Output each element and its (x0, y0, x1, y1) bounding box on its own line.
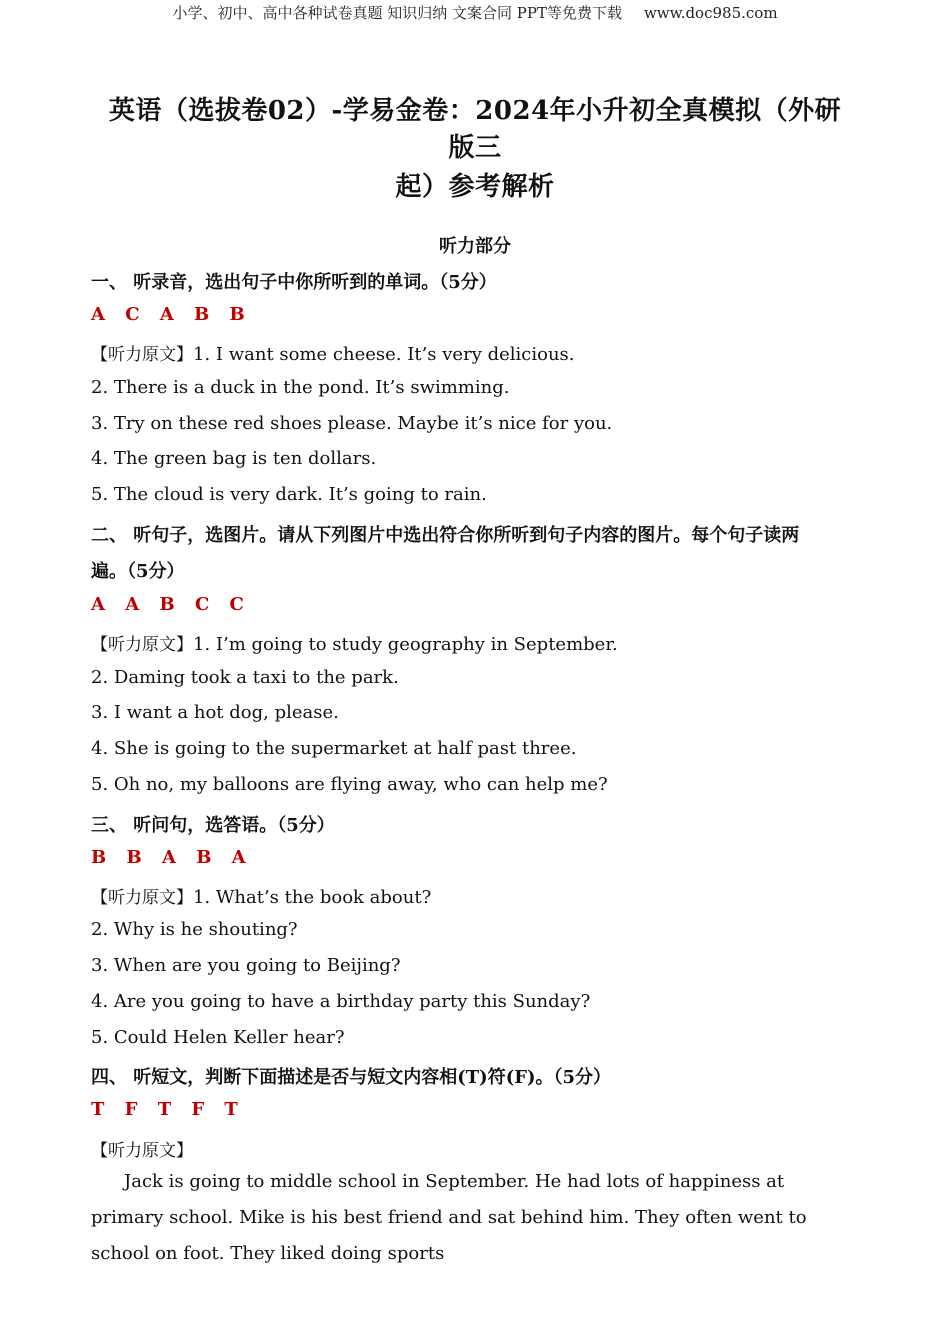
page-header (0, 2, 950, 23)
transcript-text: 1. I want some cheese. It’s very delicious. (193, 344, 575, 365)
section-2-transcript-line: 2. Daming took a taxi to the park. (91, 667, 399, 688)
section-4-answers: T F T F T (91, 1099, 238, 1120)
section-3-heading: 三、 听问句，选答语。（5分） (91, 815, 335, 836)
section-3-transcript-line: 5. Could Helen Keller hear? (91, 1027, 345, 1048)
section-4-heading: 四、 听短文，判断下面描述是否与短文内容相(T)符(F)。（5分） (91, 1067, 612, 1088)
section-1-transcript-line: 4. The green bag is ten dollars. (91, 448, 377, 469)
header-text: 小学、初中、高中各种试卷真题 知识归纳 文案合同 PPT等免费下载 (172, 4, 622, 22)
document-title-line2: 起）参考解析 (395, 172, 555, 202)
section-4-passage: Jack is going to middle school in September. He had lots of happiness at primary school. Mike is his best friend and sat behind him. They often went to school on foot. They liked doing sports (91, 1171, 807, 1264)
section-2-transcript-line: 3. I want a hot dog, please. (91, 702, 339, 723)
transcript-text: 1. What’s the book about? (193, 887, 432, 908)
section-4-transcript-label (91, 1136, 193, 1161)
section-2-heading-cont: 遍。（5分） (91, 561, 185, 582)
section-3-answers: B B A B A (91, 847, 246, 868)
section-1-transcript-line: 2. There is a duck in the pond. It’s swimming. (91, 377, 510, 398)
transcript-label: 【听力原文】 (91, 345, 193, 365)
section-3-transcript-line: 2. Why is he shouting? (91, 919, 298, 940)
section-3-transcript-line: 4. Are you going to have a birthday party this Sunday? (91, 991, 591, 1012)
transcript-label: 【听力原文】 (91, 635, 193, 655)
section-1-answers: A C A B B (91, 304, 245, 325)
section-2-transcript-line: 4. She is going to the supermarket at half past three. (91, 738, 577, 759)
section-1-transcript-line (91, 340, 575, 365)
section-2-answers: A A B C C (91, 594, 244, 615)
header-url[interactable]: www.doc985.com (643, 4, 778, 22)
section-3-transcript-line (91, 883, 431, 908)
transcript-label: 【听力原文】 (91, 888, 193, 908)
section-2-heading: 二、 听句子，选图片。请从下列图片中选出符合你所听到句子内容的图片。每个句子读两 (91, 525, 800, 546)
section-1-transcript-line: 5. The cloud is very dark. It’s going to rain. (91, 484, 487, 505)
section-1-heading: 一、 听录音，选出句子中你所听到的单词。（5分） (91, 272, 497, 293)
transcript-label: 【听力原文】 (91, 1141, 193, 1161)
section-heading: 听力部分 (439, 236, 511, 257)
section-2-transcript-line (91, 630, 618, 655)
section-2-transcript-line: 5. Oh no, my balloons are flying away, who can help me? (91, 774, 608, 795)
section-1-transcript-line: 3. Try on these red shoes please. Maybe it’s nice for you. (91, 413, 613, 434)
transcript-text: 1. I’m going to study geography in September. (193, 634, 618, 655)
section-3-transcript-line: 3. When are you going to Beijing? (91, 955, 401, 976)
document-title-line1: 英语（选拔卷02）-学易金卷：2024年小升初全真模拟（外研版三 (108, 96, 842, 163)
